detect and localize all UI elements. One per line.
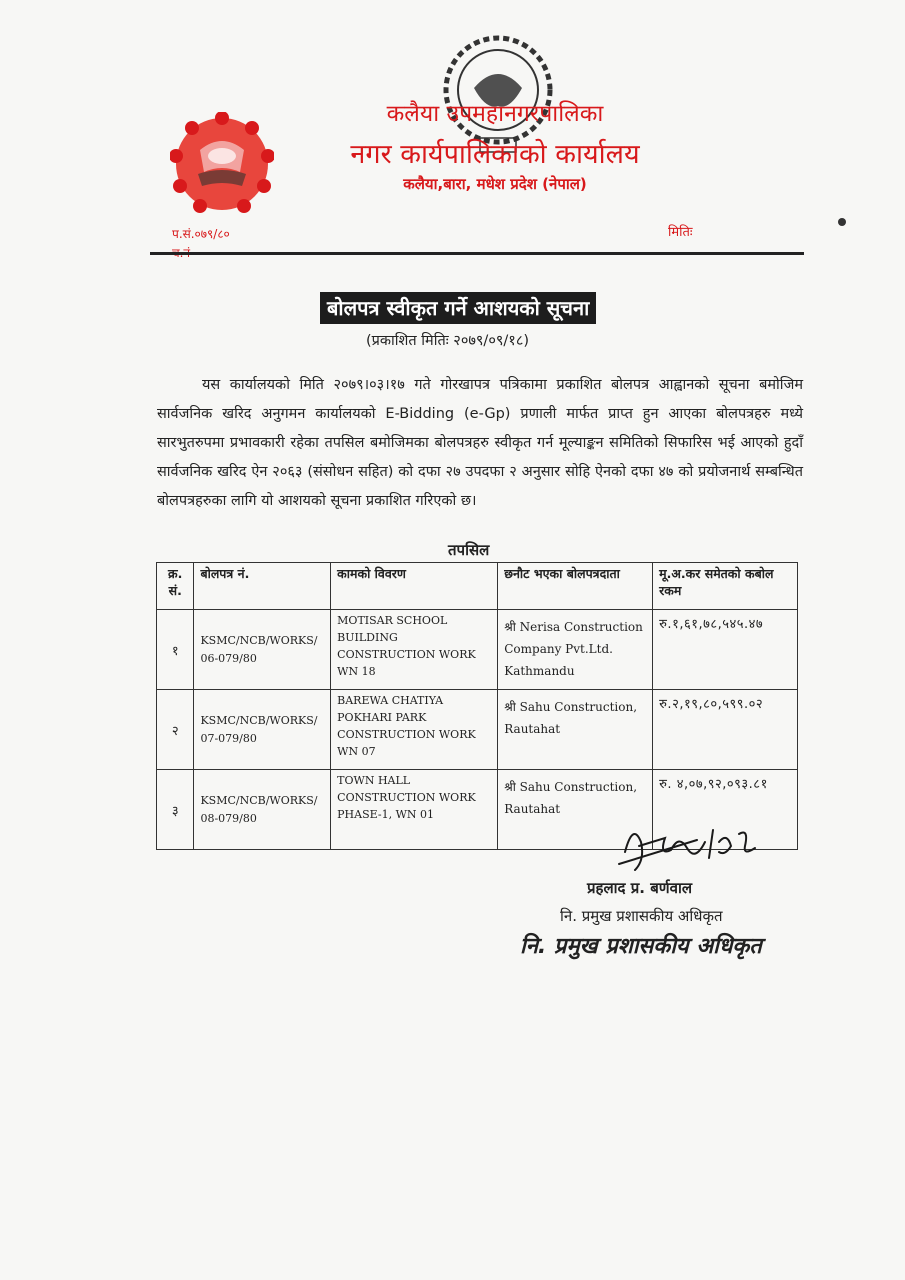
cell-sn: २ — [157, 690, 194, 770]
table-row — [157, 690, 798, 770]
cell-description: MOTISAR SCHOOL BUILDING CONSTRUCTION WORK WN 18 — [331, 610, 498, 690]
signer-title: नि. प्रमुख प्रशासकीय अधिकृत — [560, 907, 723, 925]
header-bid-no: बोलपत्र नं. — [194, 563, 331, 610]
cell-bid-no: KSMC/NCB/WORKS/ 06-079/80 — [194, 610, 331, 690]
header-sn: क्र. सं. — [157, 563, 194, 610]
table-row — [157, 610, 798, 690]
notice-title: बोलपत्र स्वीकृत गर्ने आशयको सूचना — [320, 292, 596, 324]
ink-dot — [838, 218, 846, 226]
cell-sn: ३ — [157, 770, 194, 850]
published-date: (प्रकाशित मितिः २०७९/०९/१८) — [366, 333, 530, 349]
office-address: कलैया,बारा, मधेश प्रदेश (नेपाल) — [403, 175, 587, 193]
cell-description: BAREWA CHATIYA POKHARI PARK CONSTRUCTION WORK WN 07 — [331, 690, 498, 770]
cell-bidder: श्री Sahu Construction, Rautahat — [498, 690, 653, 770]
designation-stamp: नि. प्रमुख प्रशासकीय अधिकृत — [520, 934, 762, 959]
office-name: नगर कार्यपालिकाको कार्यालय — [350, 139, 640, 170]
cell-bidder: श्री Sahu Construction, Rautahat — [498, 770, 653, 850]
reference-number: प.सं.०७९/८० — [172, 227, 230, 241]
cell-bid-no: KSMC/NCB/WORKS/ 08-079/80 — [194, 770, 331, 850]
handwritten-signature — [615, 812, 775, 878]
schedule-heading: तपसिल — [448, 541, 490, 559]
cell-amount: रु.१,६१,७८,५४५.४७ — [653, 610, 798, 690]
cell-bid-no: KSMC/NCB/WORKS/ 07-079/80 — [194, 690, 331, 770]
municipality-name: कलैया उपमहानगरपालिका — [386, 101, 604, 127]
cell-amount: रु. ४,०७,९२,०९३.८१ — [653, 770, 798, 850]
header-divider — [150, 252, 804, 255]
table-header-row — [157, 563, 798, 610]
cell-amount: रु.२,१९,८०,५९९.०२ — [653, 690, 798, 770]
date-label: मितिः — [668, 225, 693, 240]
bid-table — [156, 562, 798, 850]
signer-name: प्रहलाद प्र. बर्णवाल — [587, 879, 693, 897]
header-amount: मू.अ.कर समेतको कबोल रकम — [653, 563, 798, 610]
nepal-emblem-icon — [170, 112, 274, 216]
header-bidder: छनौट भएका बोलपत्रदाता — [498, 563, 653, 610]
cell-bidder: श्री Nerisa Construction Company Pvt.Ltd. Kathmandu — [498, 610, 653, 690]
cell-description: TOWN HALL CONSTRUCTION WORK PHASE-1, WN 01 — [331, 770, 498, 850]
header-description: कामको विवरण — [331, 563, 498, 610]
notice-body: यस कार्यालयको मिति २०७९।०३।१७ गते गोरखापत्र पत्रिकामा प्रकाशित बोलपत्र आह्वानको सूचना बमोजिम सार्वजनिक खरिद अनुगमन कार्यालयको E-Bidding (e-Gp) प्रणाली मार्फत प्राप्त हुन आएका बोलपत्रहरु मध्ये सारभुतरुपमा प्रभावकारी रहेका तपसिल बमोजिमका बोलपत्रहरु स्वीकृत गर्न मूल्याङ्कन समितिको सिफारिस भई आएको हुदाँ सार्वजनिक खरिद ऐन २०६३ (संसोधन सहित) को दफा २७ उपदफा २ अनुसार सोहि ऐनको दफा ४७ को प्रयोजनार्थ सम्बन्धित बोलपत्रहरुका लागि यो आशयको सूचना प्रकाशित गरिएको छ। — [157, 377, 803, 509]
cell-sn: १ — [157, 610, 194, 690]
